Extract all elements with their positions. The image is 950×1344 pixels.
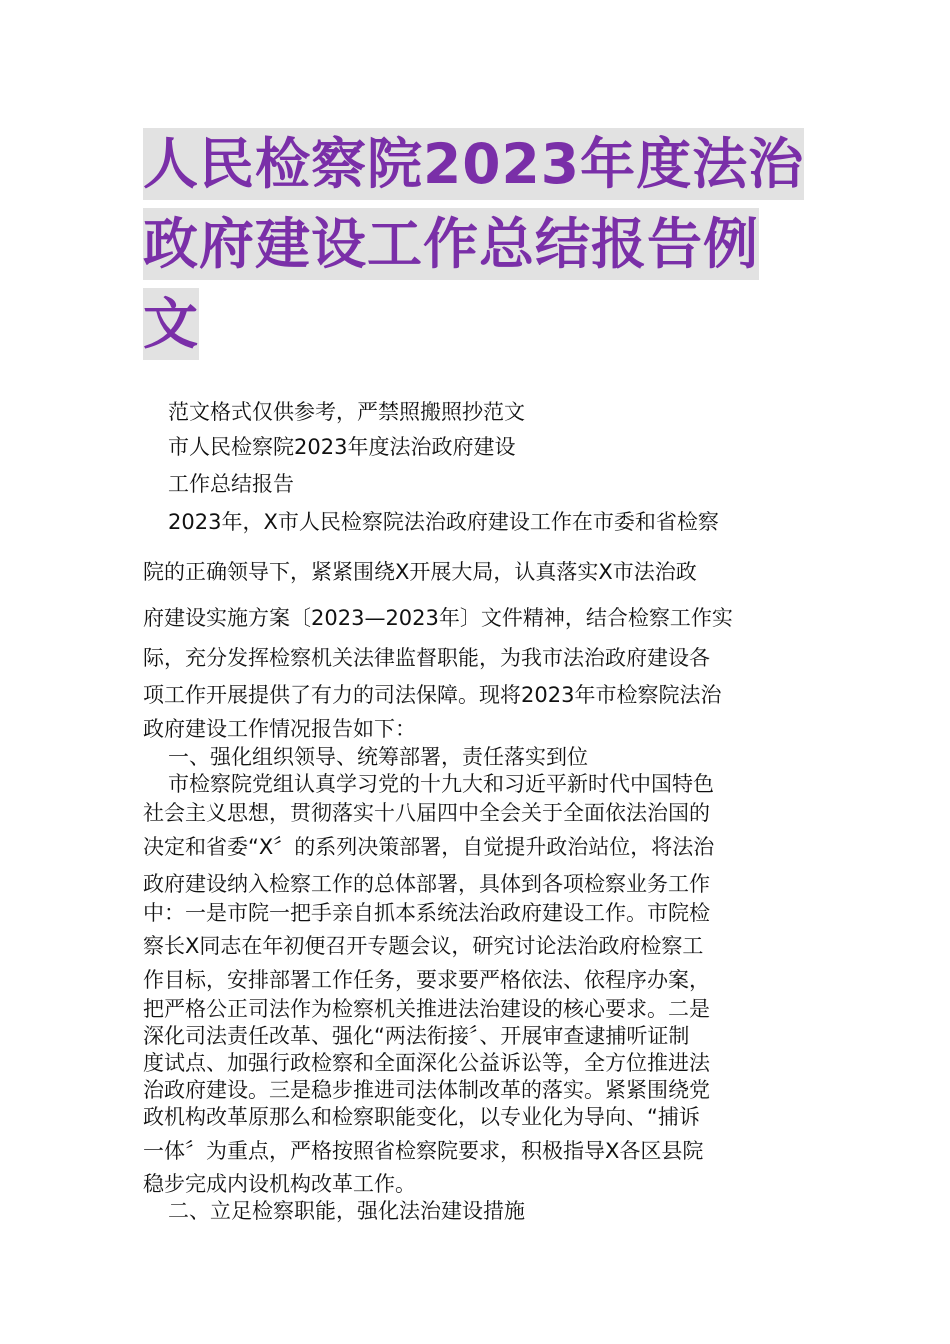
paragraph-line: 政机构改革原那么和检察职能变化，以专业化为导向、“捕诉 [143,1105,700,1129]
title-line-3: 文 [143,288,199,360]
paragraph-line: 作目标，安排部署工作任务，要求要严格依法、依程序办案， [143,968,710,992]
section-heading-1: 一、强化组织领导、统筹部署，责任落实到位 [168,745,588,769]
paragraph-line: 社会主义思想，贯彻落实十八届四中全会关于全面依法治国的 [143,801,710,825]
paragraph-line: 深化司法责任改革、强化“两法衔接〞、开展审查逮捕听证制 [143,1024,690,1048]
subtitle-line-1: 市人民检察院2023年度法治政府建设 [168,435,516,459]
paragraph-line: 市检察院党组认真学习党的十九大和习近平新时代中国特色 [168,772,714,796]
title-line-1: 人民检察院2023年度法治 [143,128,804,200]
paragraph-line: 中：一是市院一把手亲自抓本系统法治政府建设工作。市院检 [143,901,710,925]
paragraph-line: 治政府建设。三是稳步推进司法体制改革的落实。紧紧围绕党 [143,1078,710,1102]
paragraph-line: 把严格公正司法作为检察机关推进法治建设的核心要求。二是 [143,997,710,1021]
document-title [143,128,813,368]
paragraph-line: 察长X同志在年初便召开专题会议，研究讨论法治政府检察工 [143,934,704,958]
paragraph-line: 政府建设纳入检察工作的总体部署，具体到各项检察业务工作 [143,872,710,896]
paragraph-line: 一体〞为重点，严格按照省检察院要求，积极指导X各区县院 [143,1139,704,1163]
paragraph-line: 际，充分发挥检察机关法律监督职能，为我市法治政府建设各 [143,646,710,670]
subtitle-line-2: 工作总结报告 [168,472,294,496]
disclaimer-line: 范文格式仅供参考，严禁照搬照抄范文 [168,400,525,424]
title-line-2: 政府建设工作总结报告例 [143,208,759,280]
paragraph-line: 项工作开展提供了有力的司法保障。现将2023年市检察院法治 [143,683,722,707]
paragraph-line: 2023年，X市人民检察院法治政府建设工作在市委和省检察 [168,510,719,534]
paragraph-line: 院的正确领导下，紧紧围绕X开展大局，认真落实X市法治政 [143,560,697,584]
paragraph-line: 府建设实施方案〔2023—2023年〕文件精神，结合检察工作实 [143,606,733,630]
paragraph-line: 决定和省委“X〞的系列决策部署，自觉提升政治站位，将法治 [143,835,715,859]
paragraph-line: 稳步完成内设机构改革工作。 [143,1172,416,1196]
section-heading-2: 二、立足检察职能，强化法治建设措施 [168,1199,525,1223]
paragraph-line: 政府建设工作情况报告如下： [143,717,416,741]
paragraph-line: 度试点、加强行政检察和全面深化公益诉讼等，全方位推进法 [143,1051,710,1075]
